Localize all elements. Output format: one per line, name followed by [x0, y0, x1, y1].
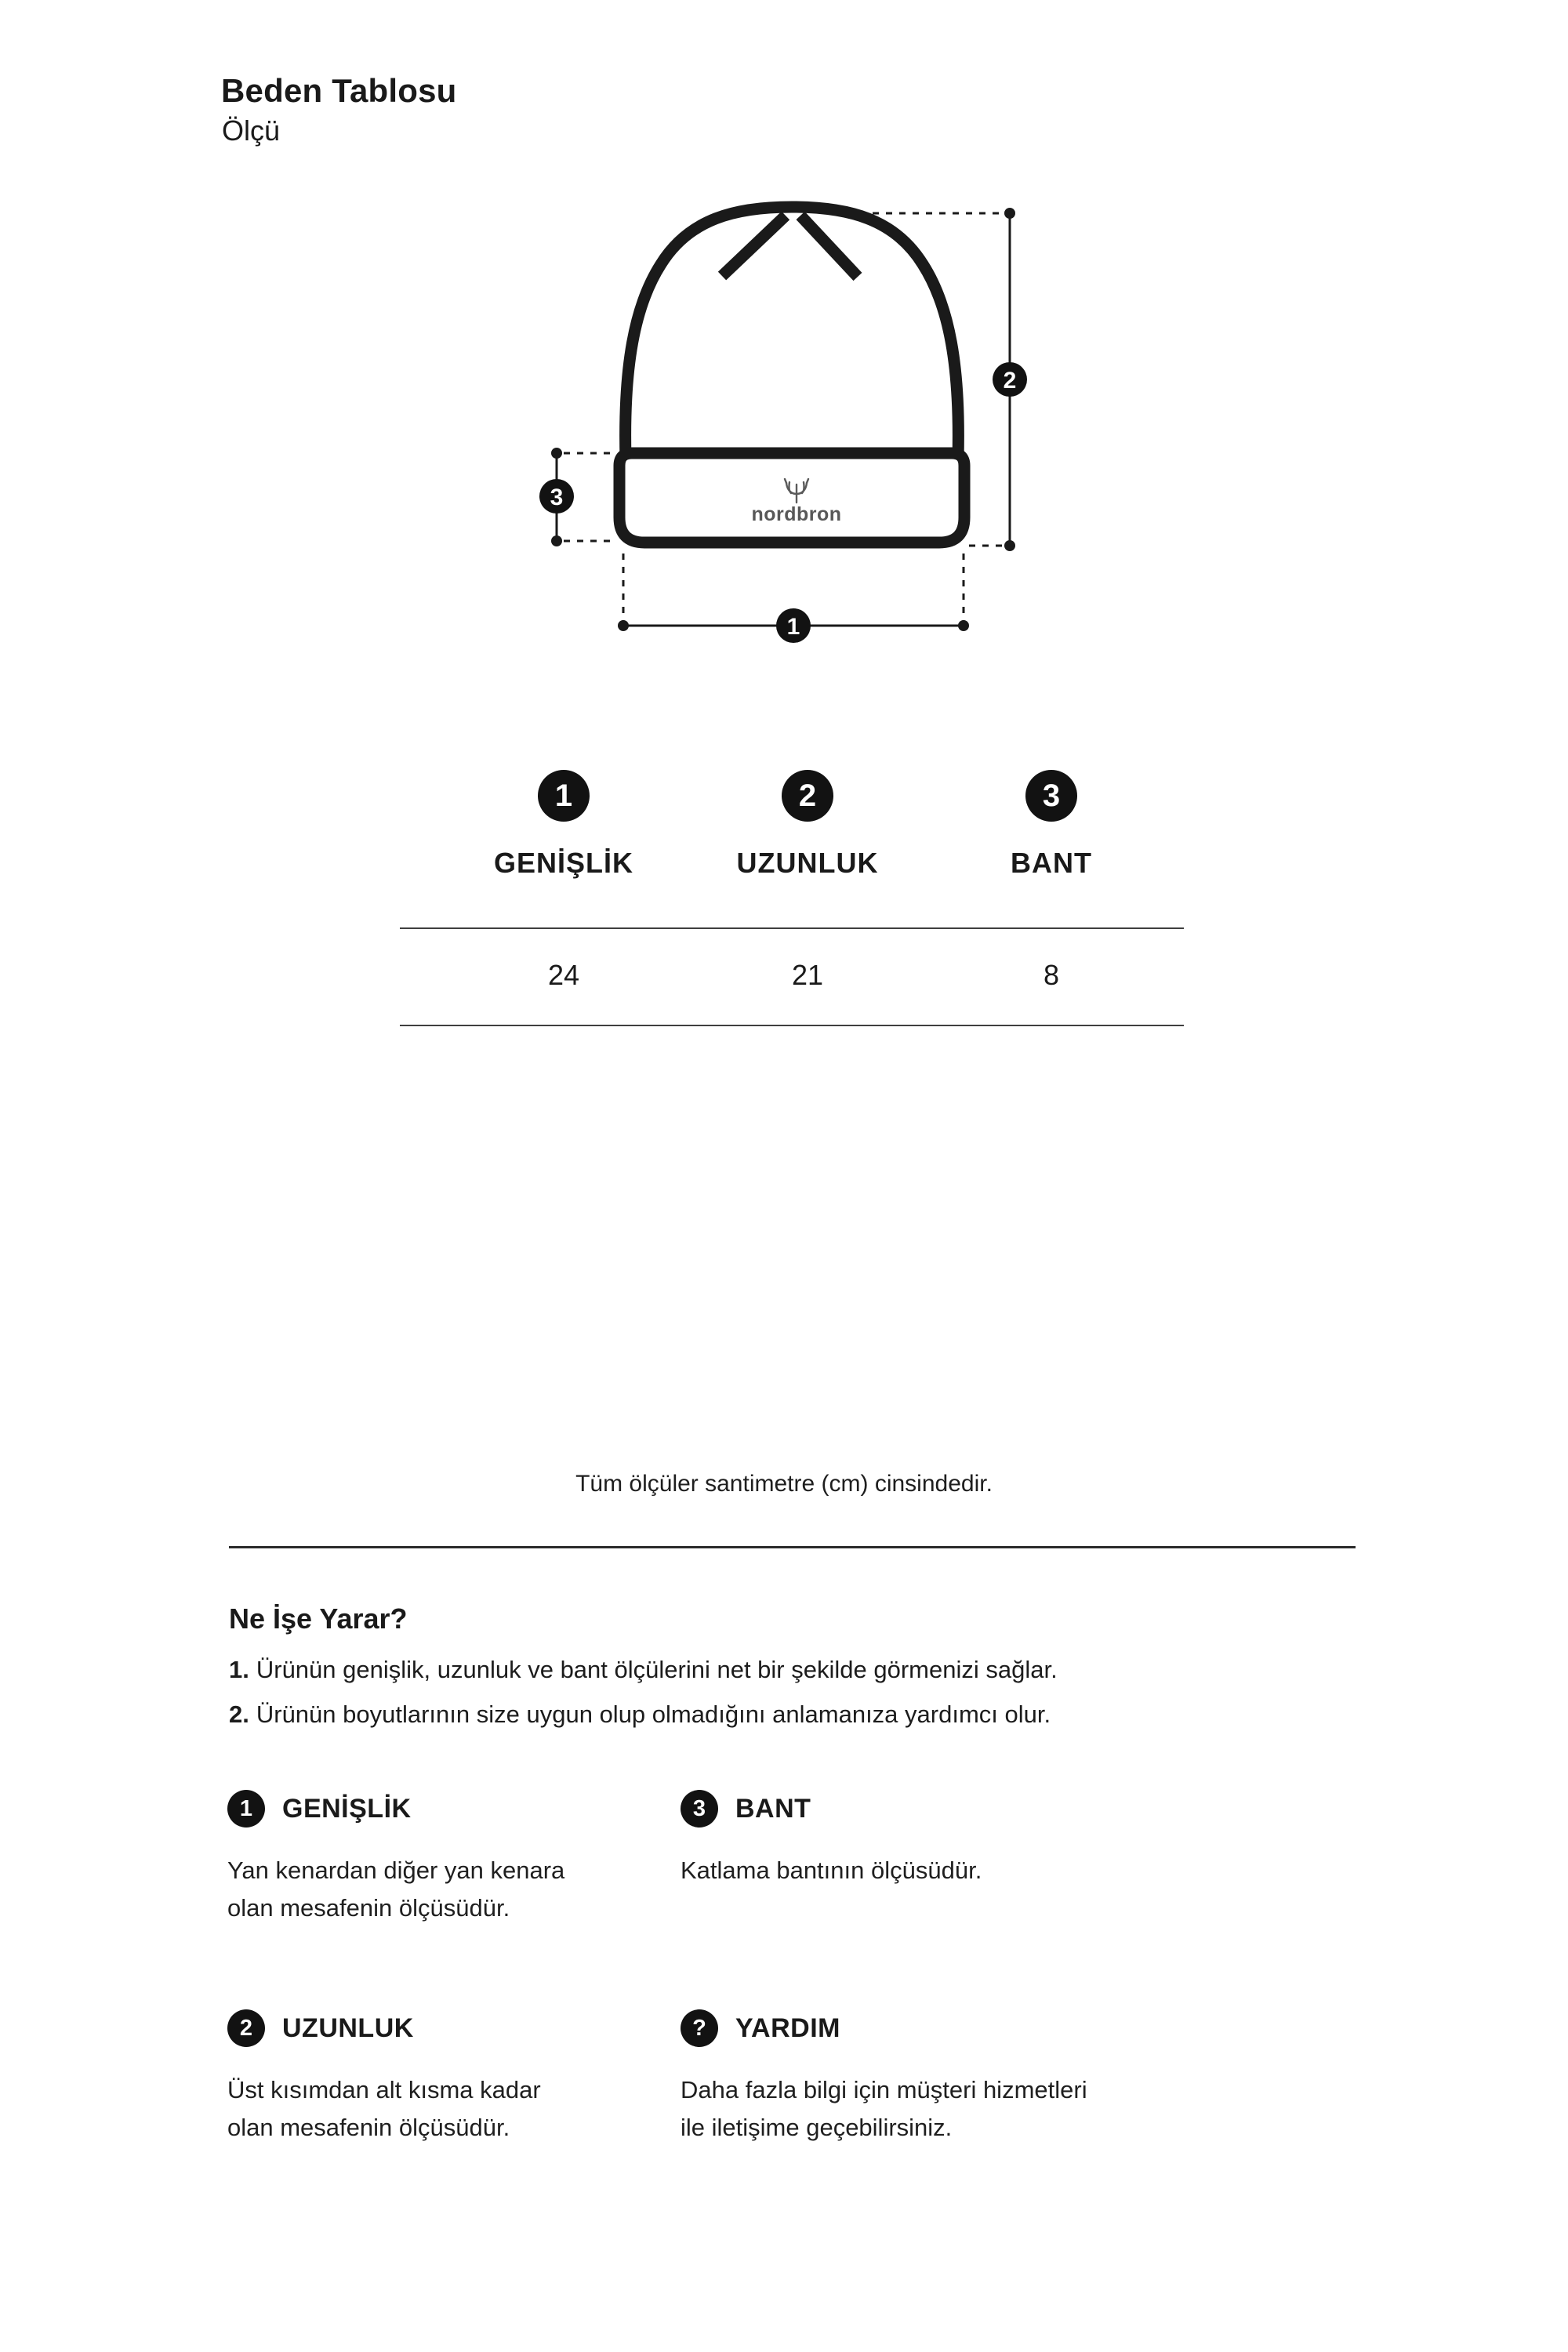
- table-column-bant: [918, 770, 1185, 880]
- section-uzunluk: [227, 2009, 666, 2147]
- number-badge-1: 1: [538, 770, 590, 822]
- section-title: BANT: [735, 1793, 811, 1824]
- number-badge-2: 2: [227, 2009, 265, 2047]
- section-body-line: olan mesafenin ölçüsüdür.: [227, 1894, 510, 1922]
- info-item: [229, 1656, 1058, 1684]
- beanie-dome-outline: [626, 207, 959, 459]
- info-item-text: Ürünün boyutlarının size uygun olup olmadığını anlamanıza yardımcı olur.: [256, 1700, 1051, 1728]
- beanie-cuff-outline: [619, 453, 964, 543]
- number-badge-3: 3: [1025, 770, 1077, 822]
- section-body: [227, 2071, 666, 2147]
- number-badge-3: 3: [681, 1790, 718, 1828]
- question-mark-icon: ?: [681, 2009, 718, 2047]
- svg-text:3: 3: [550, 485, 564, 510]
- svg-text:1: 1: [786, 614, 800, 640]
- column-value: 8: [1043, 959, 1060, 991]
- section-body-line: Yan kenardan diğer yan kenara: [227, 1857, 565, 1884]
- dimension-marker-band: [539, 479, 574, 514]
- brand-logo-text: nordbron: [751, 503, 842, 525]
- section-title: YARDIM: [735, 2013, 840, 2043]
- section-genislik: [227, 1790, 666, 1927]
- table-column-genislik: [430, 770, 697, 880]
- section-body-line: Daha fazla bilgi için müşteri hizmetleri: [681, 2076, 1087, 2103]
- dimension-marker-length: [993, 362, 1027, 397]
- section-title: UZUNLUK: [282, 2013, 414, 2043]
- section-body: [681, 2071, 1120, 2147]
- section-body: [681, 1852, 1120, 1889]
- section-body-line: olan mesafenin ölçüsüdür.: [227, 2114, 510, 2141]
- column-label: GENİŞLİK: [493, 847, 633, 879]
- info-item-number: 2.: [229, 1700, 249, 1728]
- section-body-line: Katlama bantının ölçüsüdür.: [681, 1857, 982, 1884]
- beanie-diagram: [502, 188, 1066, 674]
- column-label: BANT: [1011, 847, 1092, 879]
- info-item-text: Ürünün genişlik, uzunluk ve bant ölçülerini net bir şekilde görmenizi sağlar.: [256, 1656, 1058, 1683]
- number-badge-2: 2: [782, 770, 833, 822]
- size-table: [400, 770, 1184, 1029]
- page-title: Beden Tablosu: [221, 72, 457, 109]
- table-divider-bottom: [400, 1025, 1184, 1026]
- page-subtitle: Ölçü: [222, 114, 281, 147]
- section-body-line: Üst kısımdan alt kısma kadar: [227, 2076, 541, 2103]
- column-label: UZUNLUK: [736, 847, 879, 879]
- number-badge-1: 1: [227, 1790, 265, 1828]
- units-note: Tüm ölçüler santimetre (cm) cinsindedir.: [575, 1471, 993, 1497]
- info-item: [229, 1700, 1051, 1729]
- info-heading: Ne İşe Yarar?: [229, 1602, 408, 1635]
- dimension-marker-width: [776, 608, 811, 643]
- section-body: [227, 1852, 666, 1927]
- section-bant: [681, 1790, 1120, 1889]
- svg-text:2: 2: [1003, 368, 1017, 394]
- column-value: 21: [791, 959, 824, 991]
- section-body-line: ile iletişime geçebilirsiniz.: [681, 2114, 953, 2141]
- info-item-number: 1.: [229, 1656, 249, 1683]
- section-yardim: [681, 2009, 1120, 2147]
- table-column-uzunluk: [674, 770, 941, 880]
- table-divider-top: [400, 927, 1184, 929]
- column-value: 24: [547, 959, 580, 991]
- section-title: GENİŞLİK: [282, 1793, 412, 1824]
- section-divider: [229, 1546, 1356, 1548]
